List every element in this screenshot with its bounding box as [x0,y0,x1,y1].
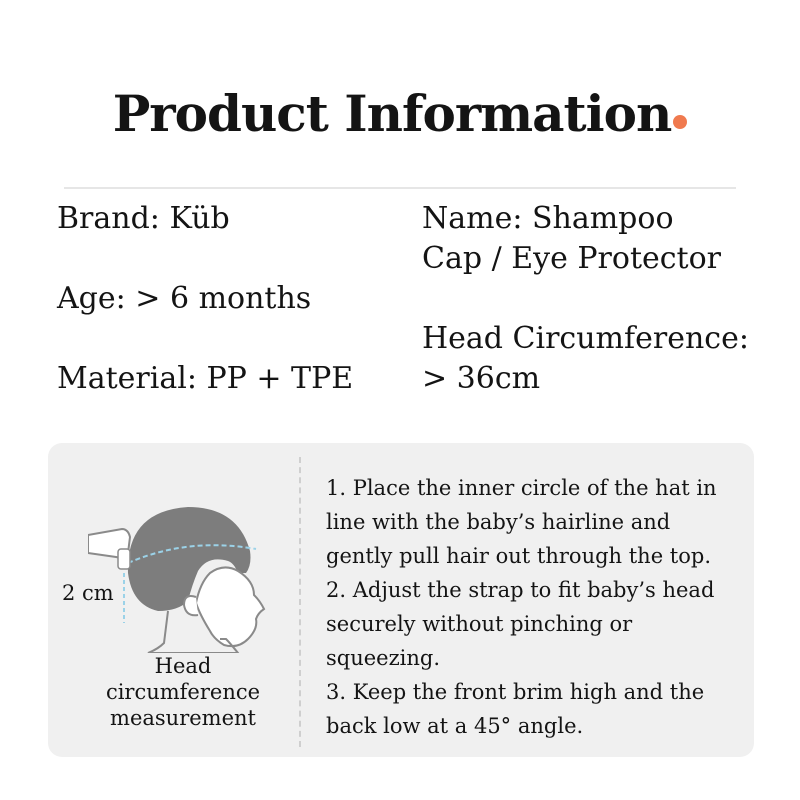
name-spec-line1: Name: Shampoo [422,201,674,236]
step-3-line: 3. Keep the front brim high and the [326,680,705,704]
measurement-caption [64,653,302,731]
head-measurement-illustration [88,493,288,653]
step-2-line: securely without pinching or [326,612,633,636]
step-1-line: 1. Place the inner circle of the hat in [326,476,717,500]
step-2-line: 2. Adjust the strap to fit baby’s head [326,578,715,602]
page-title [0,84,800,144]
step-1-line: line with the baby’s hairline and [326,510,671,534]
brand-spec: Brand: Küb [57,201,230,236]
caption-line: measurement [110,706,256,730]
step-3-line: back low at a 45° angle. [326,714,584,738]
age-spec: Age: > 6 months [57,281,312,316]
step-1-line: gently pull hair out through the top. [326,544,712,568]
offset-label: 2 cm [62,581,114,605]
instruction-steps [326,471,746,743]
dashed-divider [299,457,301,747]
step-2-line: squeezing. [326,646,441,670]
tape-end-shape [118,549,130,569]
material-spec: Material: PP + TPE [57,361,354,396]
head-circumference-spec-line2: > 36cm [422,361,541,396]
page-title-text: Product Information [112,84,672,143]
instructions-panel [48,443,754,757]
ear-shape [184,596,198,615]
caption-line: circumference [105,680,261,704]
accent-dot [673,115,687,129]
title-divider [64,187,736,189]
name-spec-line2: Cap / Eye Protector [422,241,722,276]
face-shape [196,567,264,646]
caption-line: Head [154,654,212,678]
head-circumference-spec-line1: Head Circumference: [422,321,749,356]
